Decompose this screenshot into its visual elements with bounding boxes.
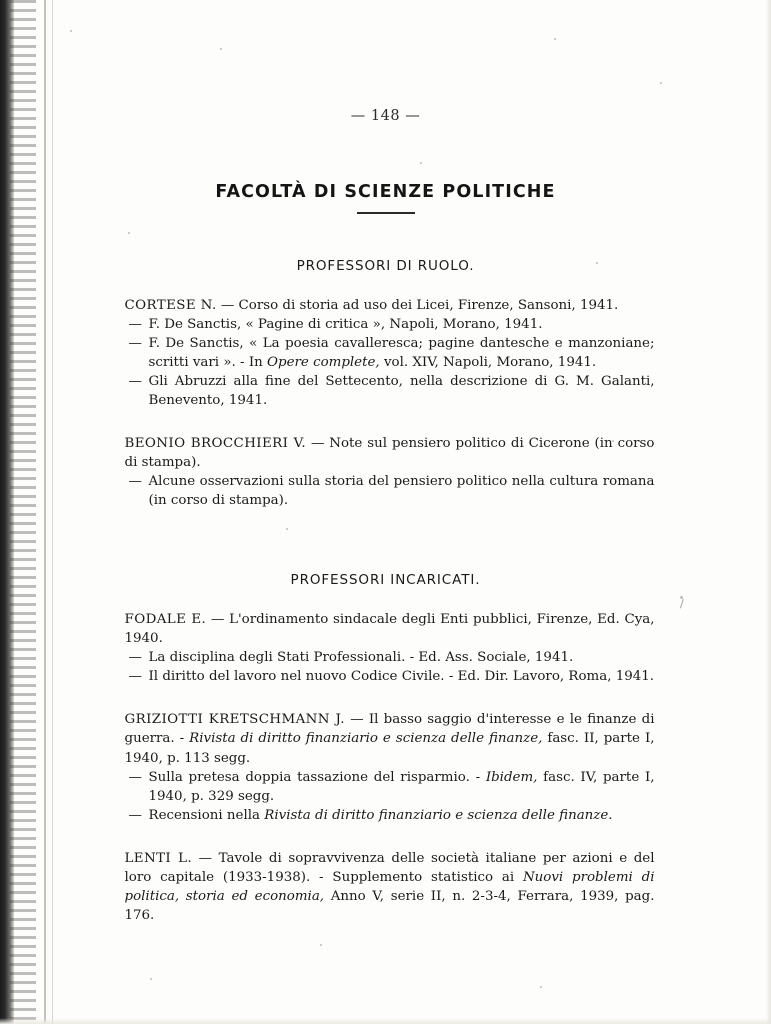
bibliography-entry (125, 710, 655, 824)
entry-text-line: — F. De Sanctis, « Pagine di critica », Napoli, Morano, 1941. (125, 315, 655, 334)
page-number: — 148 — (350, 108, 421, 124)
bibliography-entry (125, 610, 655, 686)
page-title: FACOLTÀ DI SCIENZE POLITICHE (215, 182, 556, 202)
scan-pencil-mark: / (680, 597, 684, 610)
dash-mark: — (128, 374, 142, 390)
dash-mark: — (128, 336, 142, 352)
section-professori-di-ruolo (0, 258, 771, 510)
scan-bottom-edge (0, 1018, 771, 1024)
entry-author: BEONIO BROCCHIERI V. (124, 436, 307, 452)
entry-text: — Tavole di sopravvivenza delle società italiane per azioni e del loro capitale (1933-1938). - Supplemento statistico ai Nuovi problemi di politica, storia ed economia, Anno V, serie II, n. 2-3-4, Ferrara, 1939, pag. 176. (124, 850, 655, 923)
entry-text-line: — Recensioni nella Rivista di diritto finanziario e scienza delle finanze. (125, 806, 655, 825)
entry-author: LENTI L. (124, 850, 193, 866)
section-heading: PROFESSORI DI RUOLO. (296, 258, 475, 274)
entry-text-line: — Il diritto del lavoro nel nuovo Codice Civile. - Ed. Dir. Lavoro, Roma, 1941. (125, 667, 655, 686)
title-rule (357, 212, 415, 214)
scan-speck (150, 978, 152, 980)
dash-mark: — (128, 317, 142, 333)
entry-text: — Note sul pensiero politico di Cicerone (in corso di stampa). (124, 436, 655, 471)
entry-list (117, 296, 655, 510)
scan-speck (320, 944, 322, 946)
entry-list (117, 610, 655, 924)
entry-text: — Il basso saggio d'interesse e le finanze di guerra. - Rivista di diritto finanziario e scienza delle finanze, fasc. II, parte I, 1940, p. 113 segg. (124, 712, 655, 766)
entry-text-line: — F. De Sanctis, « La poesia cavalleresca; pagine dantesche e manzoniane; scritti vari ». - In Opere complete, vol. XIV, Napoli, Morano, 1941. (128, 336, 655, 371)
section-heading: PROFESSORI INCARICATI. (290, 572, 481, 589)
section-professori-incaricati (0, 572, 771, 924)
dash-mark: — (128, 807, 142, 823)
entry-author: CORTESE N. (124, 298, 217, 313)
entry-text: — Corso di storia ad uso dei Licei, Firenze, Sansoni, 1941. (220, 298, 619, 313)
dash-mark: — (128, 474, 142, 490)
bibliography-entry (125, 434, 655, 510)
entry-text-line: — Gli Abruzzi alla fine del Settecento, nella descrizione di G. M. Galanti, Benevento, 1941. (128, 374, 655, 409)
bibliography-entry (125, 296, 655, 410)
dash-mark: — (128, 650, 142, 666)
entry-text: — L'ordinamento sindacale degli Enti pubblici, Firenze, Ed. Cya, 1940. (124, 612, 655, 647)
scan-speck (540, 986, 542, 988)
entry-text-line: — Alcune osservazioni sulla storia del pensiero politico nella cultura romana (in corso di stampa). (128, 474, 655, 509)
dash-mark: — (128, 669, 142, 685)
entry-author: FODALE E. (124, 612, 207, 628)
dash-mark: — (128, 769, 142, 785)
entry-text-line: — La disciplina degli Stati Professionali. - Ed. Ass. Sociale, 1941. (125, 648, 655, 667)
entry-text-line: — Sulla pretesa doppia tassazione del risparmio. - Ibidem, fasc. IV, parte I, 1940, p. 329 segg. (128, 769, 655, 804)
entry-author: GRIZIOTTI KRETSCHMANN J. (124, 712, 345, 728)
bibliography-entry (125, 849, 655, 925)
